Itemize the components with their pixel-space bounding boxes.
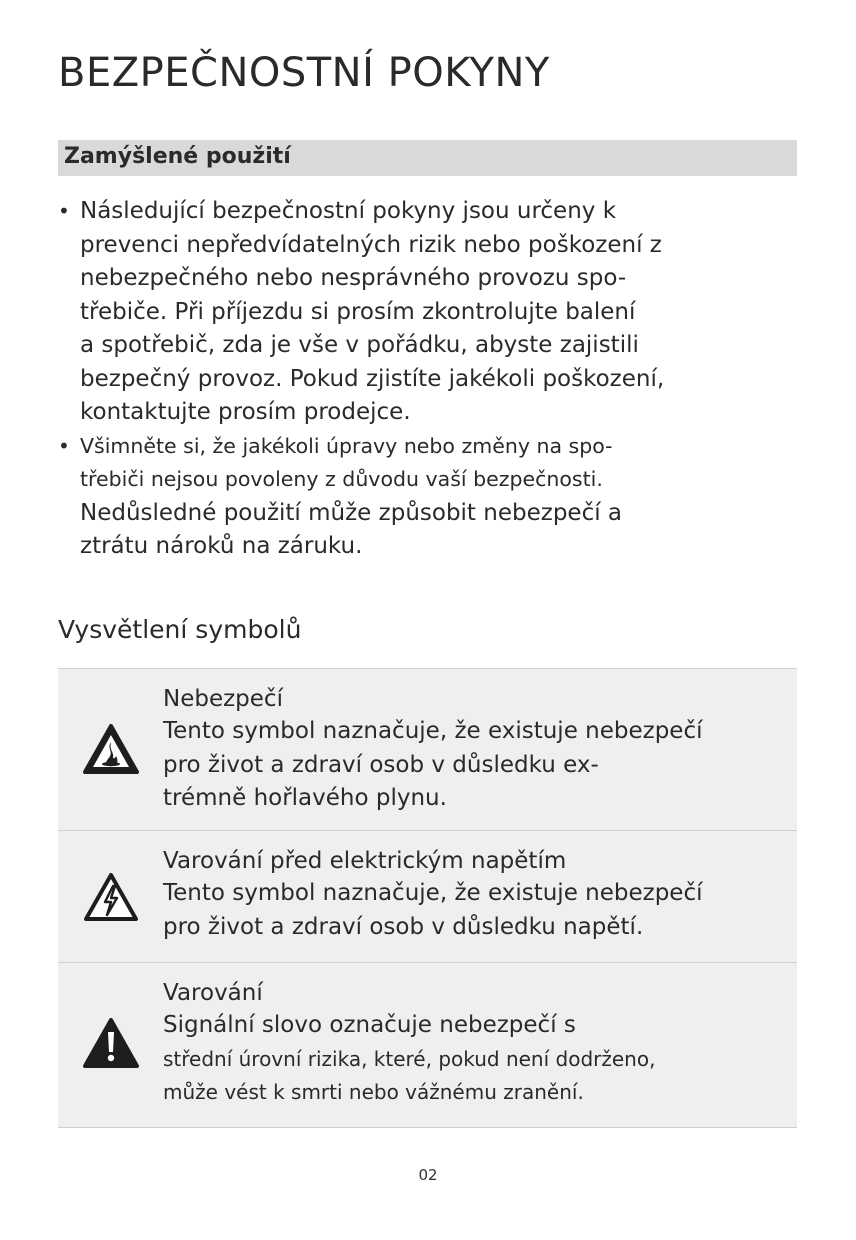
text-line: ztrátu nároků na záruku. xyxy=(80,533,363,559)
flammable-warning-icon xyxy=(82,723,140,775)
text-line: Všimněte si, že jakékoli úpravy nebo změny na spo- xyxy=(80,433,613,458)
bullet-icon: • xyxy=(58,199,70,223)
symbol-description-line: střední úrovní rizika, které, pokud není dodrženo, xyxy=(163,1046,656,1071)
symbol-description-line: pro život a zdraví osob v důsledku napětí. xyxy=(163,913,644,940)
text-line: kontaktujte prosím prodejce. xyxy=(80,399,411,425)
text-line: Nedůsledné použití může způsobit nebezpečí a xyxy=(80,499,623,526)
list-item xyxy=(58,195,758,430)
symbol-text xyxy=(163,845,783,944)
text-line: třebiči nejsou povoleny z důvodu vaší bezpečnosti. xyxy=(80,467,603,491)
text-line: a spotřebič, zda je vše v pořádku, abyste zajistili xyxy=(80,332,639,358)
text-line: třebiče. Při příjezdu si prosím zkontrolujte balení xyxy=(80,298,636,325)
intended-use-list xyxy=(58,195,758,564)
symbol-title: Nebezpečí xyxy=(163,686,283,712)
text-line: Následující bezpečnostní pokyny jsou určeny k xyxy=(80,198,617,224)
symbol-row-danger xyxy=(58,669,797,831)
symbol-row-electric xyxy=(58,831,797,963)
symbol-text xyxy=(163,977,783,1110)
symbol-description-line: pro život a zdraví osob v důsledku ex- xyxy=(163,751,599,778)
symbol-title: Varování před elektrickým napětím xyxy=(163,848,567,874)
section-heading: Zamýšlené použití xyxy=(64,144,291,169)
symbols-heading: Vysvětlení symbolů xyxy=(58,615,302,644)
symbol-description-line: Tento symbol naznačuje, že existuje nebezpečí xyxy=(163,718,703,744)
symbol-description-line: může vést k smrti nebo vážnému zranění. xyxy=(163,1080,584,1104)
symbol-description-line: trémně hořlavého plynu. xyxy=(163,785,447,811)
list-item xyxy=(58,430,758,564)
exclamation-warning-icon xyxy=(82,1017,140,1069)
page-number: 02 xyxy=(418,1166,438,1184)
symbol-description-line: Tento symbol naznačuje, že existuje nebezpečí xyxy=(163,880,703,906)
text-line: nebezpečného nebo nesprávného provozu spo- xyxy=(80,265,627,291)
section-header-intended-use xyxy=(58,140,797,176)
symbols-table xyxy=(58,668,797,1128)
text-line: prevenci nepředvídatelných rizik nebo poškození z xyxy=(80,231,662,258)
bullet-icon: • xyxy=(58,433,70,458)
symbol-row-warning xyxy=(58,963,797,1128)
electric-voltage-warning-icon xyxy=(82,871,140,923)
symbol-title: Varování xyxy=(163,980,263,1006)
text-line: bezpečný provoz. Pokud zjistíte jakékoli poškození, xyxy=(80,365,665,392)
symbol-description-line: Signální slovo označuje nebezpečí s xyxy=(163,1012,576,1038)
page-title: BEZPEČNOSTNÍ POKYNY xyxy=(58,50,550,96)
symbol-text xyxy=(163,683,783,816)
